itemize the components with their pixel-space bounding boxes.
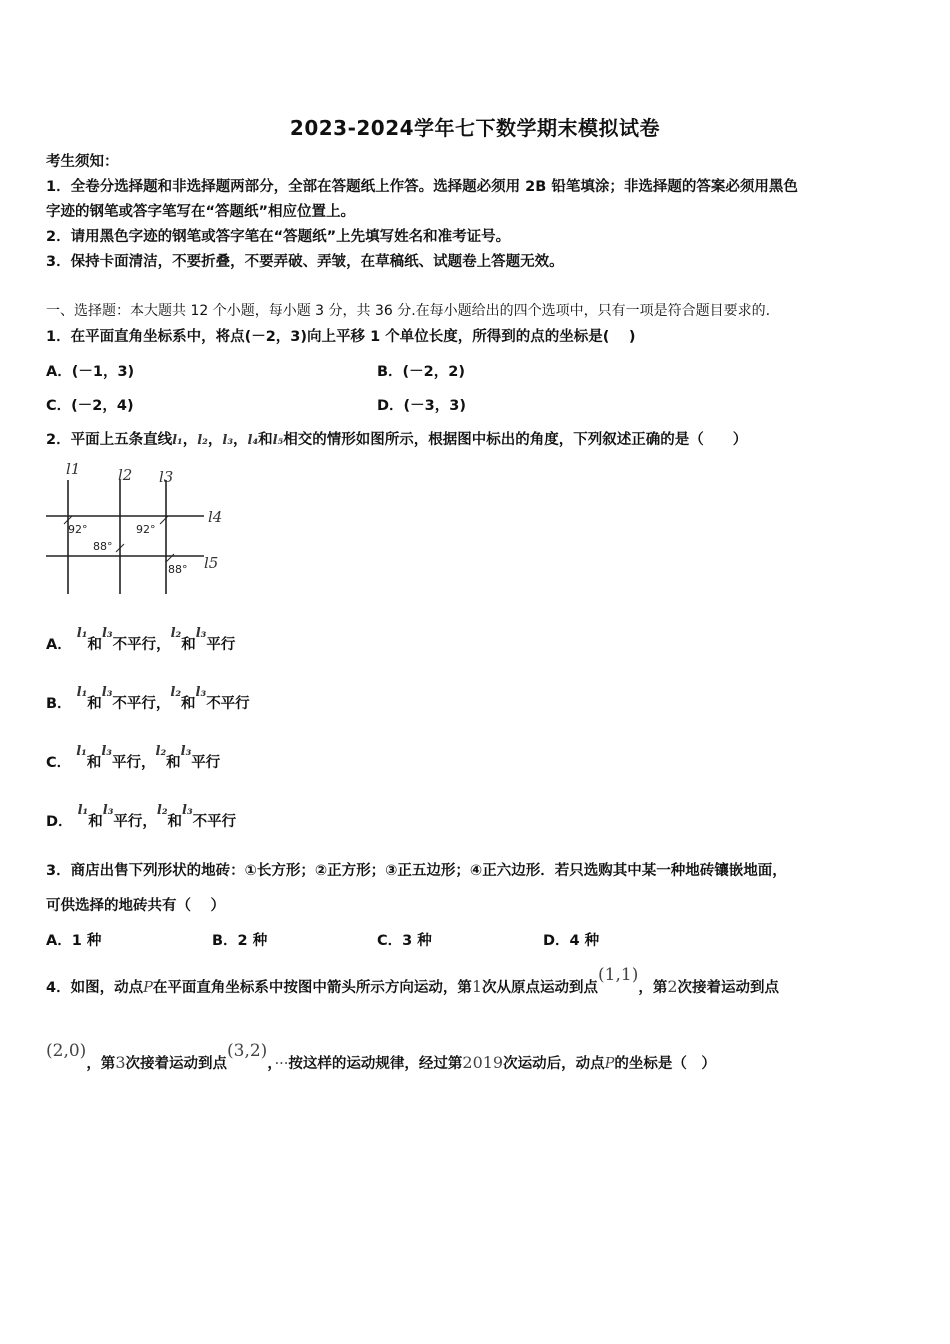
q1-option-c[interactable]: C．(－2，4) <box>46 398 134 414</box>
notice-line-2: 2．请用黑色字迹的钢笔或答字笔在“答题纸”上先填写姓名和准考证号。 <box>46 229 511 245</box>
section-heading: 一、选择题：本大题共 12 个小题，每小题 3 分，共 36 分.在每小题给出的四个选项中，只有一项是符合题目要求的. <box>46 303 771 319</box>
q2-figure <box>44 458 234 598</box>
page-title: 2023-2024学年七下数学期末模拟试卷 <box>289 116 661 140</box>
notice-line-1b: 字迹的钢笔或答字笔写在“答题纸”相应位置上。 <box>46 204 356 220</box>
q4-stem-line-2: (2,0)，第3次接着运动到点(3,2)，···按这样的运动规律，经过第2019次运动后，动点P的坐标是（ ） <box>46 1041 716 1072</box>
q3-option-b[interactable]: B．2 种 <box>212 933 268 949</box>
angle-92-right: 92° <box>136 523 156 536</box>
q1-option-d[interactable]: D．(－3，3) <box>377 398 466 414</box>
angle-mark-3 <box>160 516 168 524</box>
q1-stem: 1．在平面直角坐标系中，将点(－2，3)向上平移 1 个单位长度，所得到的点的坐标是( ) <box>46 329 636 345</box>
q1-option-a[interactable]: A．(－1，3) <box>46 364 135 380</box>
q3-option-c[interactable]: C．3 种 <box>377 933 432 949</box>
notice-line-1a: 1．全卷分选择题和非选择题两部分，全部在答题纸上作答。选择题必须用 2B 铅笔填涂；非选择题的答案必须用黑色 <box>46 179 798 195</box>
q2-option-a[interactable]: A． l₁和l₃不平行，l₂和l₃平行 <box>46 626 236 653</box>
q4-stem-line-1: 4．如图，动点P在平面直角坐标系中按图中箭头所示方向运动，第1次从原点运动到点(1,1)，第2次接着运动到点 <box>46 965 780 996</box>
q3-option-d[interactable]: D．4 种 <box>543 933 600 949</box>
q2-option-b[interactable]: B． l₁和l₃不平行，l₂和l₃不平行 <box>46 685 250 712</box>
angle-88-right: 88° <box>168 563 188 576</box>
angle-88-left: 88° <box>93 540 113 553</box>
q3-stem-line-1: 3．商店出售下列形状的地砖：①长方形；②正方形；③正五边形；④正六边形．若只选购其中某一种地砖镶嵌地面， <box>46 863 787 879</box>
q2-option-c[interactable]: C． l₁和l₃平行，l₂和l₃平行 <box>46 744 221 771</box>
angle-92-left: 92° <box>68 523 88 536</box>
q3-option-a[interactable]: A．1 种 <box>46 933 102 949</box>
label-l4: l4 <box>208 508 223 526</box>
label-l2: l2 <box>118 466 133 484</box>
label-l1: l1 <box>66 460 81 478</box>
q2-stem: 2．平面上五条直线l₁，l₂，l₃，l₄和l₅相交的情形如图所示，根据图中标出的角度，下列叙述正确的是（ ） <box>46 432 748 448</box>
notice-heading: 考生须知： <box>46 154 119 170</box>
q2-option-d[interactable]: D． l₁和l₃平行，l₂和l₃不平行 <box>46 803 237 830</box>
label-l5: l5 <box>204 554 219 572</box>
q3-stem-line-2: 可供选择的地砖共有（ ） <box>46 898 226 914</box>
label-l3: l3 <box>159 468 174 486</box>
q1-option-b[interactable]: B．(－2，2) <box>377 364 465 380</box>
notice-line-3: 3．保持卡面清洁，不要折叠，不要弄破、弄皱，在草稿纸、试题卷上答题无效。 <box>46 254 564 270</box>
